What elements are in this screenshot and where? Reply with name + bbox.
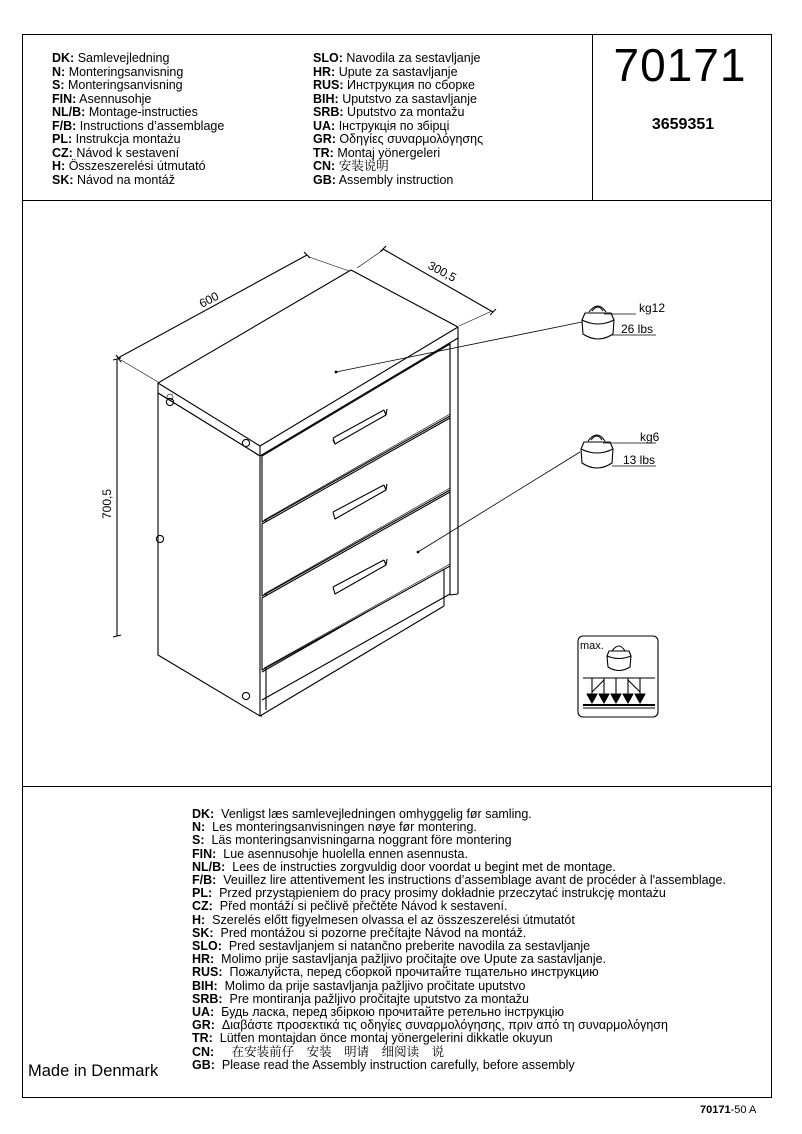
instructions-list xyxy=(192,808,726,1072)
lang-line: S: Monteringsanvisning xyxy=(52,78,183,92)
max-label: max. xyxy=(580,640,604,652)
lang-line: N: Monteringsanvisning xyxy=(52,64,184,79)
instruction-line: GR: Διαβάστε προσεκτικά τις οδηγίες συναρμολόγησης, πριν από τη συναρμολόγηση xyxy=(192,1018,668,1033)
instruction-line: NL/B: Lees de instructies zorgvuldig door voordat u begint met de montage. xyxy=(192,859,616,874)
height-label: 700,5 xyxy=(100,488,114,519)
lang-line: F/B: Instructions d’assemblage xyxy=(52,118,225,133)
instruction-line: FIN: Lue asennusohje huolella ennen asennusta. xyxy=(192,846,468,861)
made-in-label: Made in Denmark xyxy=(28,1062,159,1080)
instruction-line: SK: Pred montážou si pozorne prečítajte Návod na montáž. xyxy=(192,925,527,940)
lang-line: SLO: Navodila za sestavljanje xyxy=(313,51,481,65)
instruction-line: HR: Molimo prije sastavljanja pažljivo pročitajte ove Upute za sastavljanje. xyxy=(192,952,607,967)
instruction-line: H: Szerelés előtt figyelmesen olvassa el az összeszerelési útmutatót xyxy=(192,912,575,927)
top-load-kg: kg12 xyxy=(639,301,666,315)
lang-line: PL: Instrukcja montażu xyxy=(52,132,181,146)
instruction-line: DK: Venligst læs samlevejledningen omhyggelig før samling. xyxy=(192,807,532,821)
drawer-load-lbs: 13 lbs xyxy=(623,453,656,467)
instruction-line: S: Läs monteringsanvisningarna noggrant före montering xyxy=(192,833,512,848)
instruction-line: SRB: Pre montiranja pažljivo pročitajte uputstvo za montažu xyxy=(192,991,529,1006)
instruction-line: CZ: Před montáží si pečlivě přečtěte Návod k sestavení. xyxy=(192,899,508,914)
lang-line: GR: Οδηγίες συναρμολόγησης xyxy=(313,132,484,146)
width-label: 600 xyxy=(196,288,222,311)
instruction-line: CN: 在安装前仔 安装 明请 细阅读 说 xyxy=(192,1044,445,1059)
lang-line: UA: Інструкція по збірці xyxy=(313,118,450,133)
lang-line: DK: Samlevejledning xyxy=(52,51,170,65)
instruction-line: SLO: Pred sestavljanjem si natančno preberite navodila za sestavljanje xyxy=(192,939,591,954)
lang-line: GB: Assembly instruction xyxy=(313,172,454,187)
lang-line: NL/B: Montage-instructies xyxy=(52,105,198,119)
lang-line: H: Összeszerelési útmutató xyxy=(52,159,206,173)
lang-line: FIN: Asennusohje xyxy=(52,91,152,106)
instruction-line: GB: Please read the Assembly instruction carefully, before assembly xyxy=(192,1057,575,1072)
instruction-line: PL: Przed przystąpieniem do pracy prosimy dokładnie przeczytać instrukcję montażu xyxy=(192,886,666,901)
instruction-line: TR: Lütfen montajdan önce montaj yönergelerini dikkatle okuyun xyxy=(192,1031,553,1046)
lang-line: CZ: Návod k sestavení xyxy=(52,145,180,160)
depth-label: 300,5 xyxy=(425,258,459,285)
lang-line: BIH: Uputstvo za sastavljanje xyxy=(313,91,477,106)
top-load-lbs: 26 lbs xyxy=(621,322,654,336)
height-dimension xyxy=(113,358,121,637)
lang-line: SRB: Uputstvo za montažu xyxy=(313,105,465,119)
article-code: 3659351 xyxy=(651,116,715,133)
instruction-line: F/B: Veuillez lire attentivement les instructions d’assemblage avant de procéder à l'assemblage. xyxy=(192,873,726,888)
lang-line: HR: Upute za sastavljanje xyxy=(313,64,458,79)
footer-code: 70171-50 A xyxy=(700,1104,757,1116)
instruction-line: BIH: Molimo da prije sastavljanja pažljivo pročitate uputstvo xyxy=(192,978,526,993)
instruction-line: N: Les monteringsanvisningen nøye før montering. xyxy=(192,820,477,835)
product-number: 70171 xyxy=(613,39,747,91)
lang-line: CN: 安装说明 xyxy=(313,159,389,173)
lang-line: RUS: Инструкция по сборке xyxy=(313,78,475,92)
lang-line: SK: Návod na montáž xyxy=(52,172,175,187)
drawer-load-kg: kg6 xyxy=(640,430,660,444)
lang-line: TR: Montaj yönergeleri xyxy=(313,145,441,160)
instruction-line: RUS: Пожалуйста, перед сборкой прочитайте тщательно инструкцию xyxy=(192,965,599,980)
instruction-line: UA: Будь ласка, перед збіркою прочитайте ретельно інструкцію xyxy=(192,1005,565,1020)
